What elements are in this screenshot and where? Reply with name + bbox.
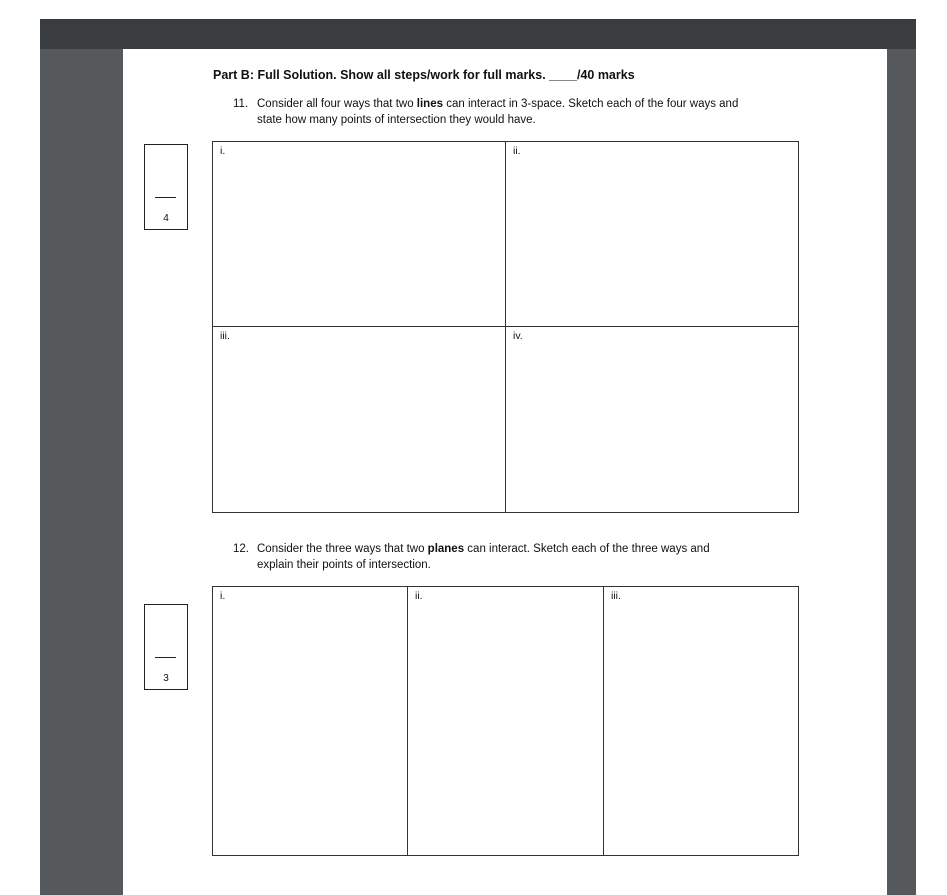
- score-blank-line: [155, 657, 176, 658]
- question-line-2: explain their points of intersection.: [257, 559, 431, 571]
- question-11-text: [233, 96, 738, 128]
- cell-label: i.: [220, 590, 226, 602]
- answer-cell-ii[interactable]: [506, 142, 798, 327]
- score-blank-line: [155, 197, 176, 198]
- cell-label: iii.: [220, 330, 230, 342]
- part-b-heading: Part B: Full Solution. Show all steps/work for full marks. ____/40 marks: [213, 68, 635, 82]
- document-page[interactable]: [123, 49, 887, 895]
- viewer-toolbar: [40, 19, 916, 49]
- score-total: 3: [163, 673, 169, 684]
- cell-label: ii.: [513, 145, 521, 157]
- question-12-text: [233, 541, 710, 573]
- document-viewer: [40, 19, 916, 895]
- question-number: 12.: [233, 543, 249, 555]
- score-total: 4: [163, 213, 169, 224]
- cell-label: ii.: [415, 590, 423, 602]
- score-box-q12: [144, 604, 188, 690]
- cell-label: iii.: [611, 590, 621, 602]
- cell-label: iv.: [513, 330, 523, 342]
- q11-answer-grid: [212, 141, 799, 513]
- question-number: 11.: [233, 98, 249, 110]
- score-box-q11: [144, 144, 188, 230]
- question-line-1: Consider all four ways that two lines can interact in 3-space. Sketch each of the four ways and: [257, 98, 739, 110]
- answer-cell-ii[interactable]: [408, 587, 604, 855]
- answer-cell-iv[interactable]: [506, 327, 798, 512]
- q12-answer-grid: [212, 586, 799, 856]
- question-line-1: Consider the three ways that two planes can interact. Sketch each of the three ways and: [257, 543, 710, 555]
- question-line-2: state how many points of intersection they would have.: [257, 114, 536, 126]
- answer-cell-i[interactable]: [213, 142, 506, 327]
- answer-cell-iii[interactable]: [213, 327, 506, 512]
- answer-cell-iii[interactable]: [604, 587, 798, 855]
- answer-cell-i[interactable]: [213, 587, 408, 855]
- cell-label: i.: [220, 145, 226, 157]
